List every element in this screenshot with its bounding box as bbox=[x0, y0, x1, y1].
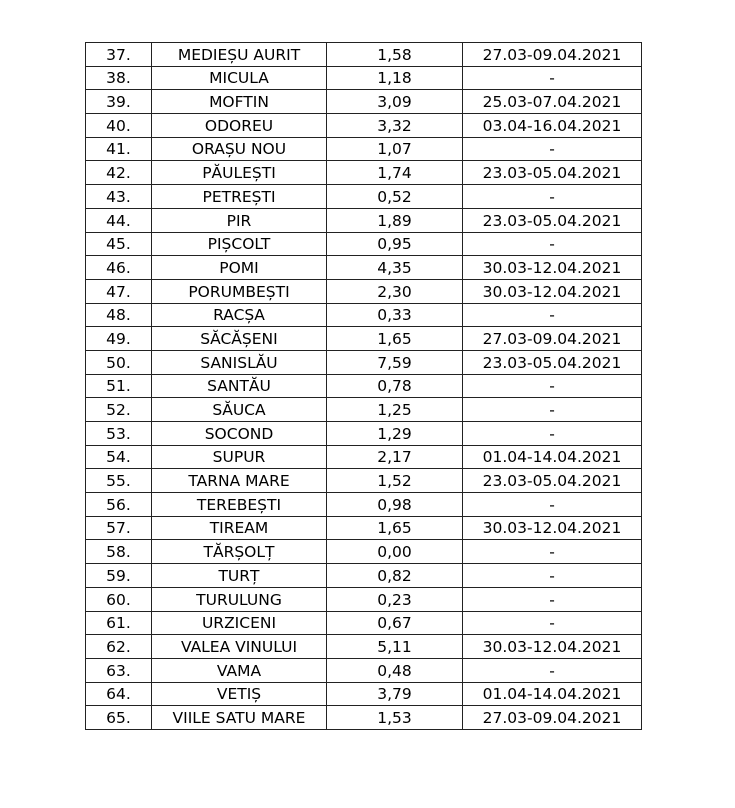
table-body bbox=[86, 43, 642, 730]
table-row bbox=[86, 279, 642, 303]
period-cell: - bbox=[463, 422, 642, 446]
incidence-rate-cell: 1,07 bbox=[327, 137, 463, 161]
period-cell: - bbox=[463, 137, 642, 161]
period-cell: 30.03-12.04.2021 bbox=[463, 256, 642, 280]
incidence-rate-cell: 0,00 bbox=[327, 540, 463, 564]
period-cell: 23.03-05.04.2021 bbox=[463, 469, 642, 493]
table-row bbox=[86, 208, 642, 232]
row-number-cell: 63. bbox=[86, 658, 152, 682]
table-row bbox=[86, 516, 642, 540]
incidence-rate-cell: 0,33 bbox=[327, 303, 463, 327]
row-number-cell: 56. bbox=[86, 493, 152, 517]
table-row bbox=[86, 232, 642, 256]
locality-name-cell: VAMA bbox=[152, 658, 327, 682]
table-row bbox=[86, 469, 642, 493]
row-number-cell: 48. bbox=[86, 303, 152, 327]
row-number-cell: 62. bbox=[86, 635, 152, 659]
row-number-cell: 52. bbox=[86, 398, 152, 422]
locality-name-cell: MICULA bbox=[152, 66, 327, 90]
row-number-cell: 42. bbox=[86, 161, 152, 185]
table-row bbox=[86, 66, 642, 90]
incidence-rate-cell: 1,74 bbox=[327, 161, 463, 185]
period-cell: 23.03-05.04.2021 bbox=[463, 208, 642, 232]
table-row bbox=[86, 445, 642, 469]
incidence-rate-cell: 2,30 bbox=[327, 279, 463, 303]
row-number-cell: 55. bbox=[86, 469, 152, 493]
incidence-rate-cell: 1,18 bbox=[327, 66, 463, 90]
period-cell: - bbox=[463, 564, 642, 588]
locality-name-cell: VIILE SATU MARE bbox=[152, 706, 327, 730]
row-number-cell: 64. bbox=[86, 682, 152, 706]
locality-name-cell: PETREȘTI bbox=[152, 185, 327, 209]
period-cell: 01.04-14.04.2021 bbox=[463, 682, 642, 706]
row-number-cell: 37. bbox=[86, 43, 152, 67]
locality-name-cell: SANTĂU bbox=[152, 374, 327, 398]
locality-name-cell: RACȘA bbox=[152, 303, 327, 327]
period-cell: 25.03-07.04.2021 bbox=[463, 90, 642, 114]
locality-name-cell: SĂUCA bbox=[152, 398, 327, 422]
incidence-rate-cell: 0,67 bbox=[327, 611, 463, 635]
table-row bbox=[86, 256, 642, 280]
locality-name-cell: TURULUNG bbox=[152, 587, 327, 611]
table-row bbox=[86, 658, 642, 682]
incidence-rate-cell: 0,95 bbox=[327, 232, 463, 256]
period-cell: - bbox=[463, 540, 642, 564]
period-cell: - bbox=[463, 374, 642, 398]
incidence-rate-cell: 7,59 bbox=[327, 350, 463, 374]
locality-name-cell: VETIȘ bbox=[152, 682, 327, 706]
locality-name-cell: PĂULEȘTI bbox=[152, 161, 327, 185]
table-row bbox=[86, 185, 642, 209]
table-row bbox=[86, 493, 642, 517]
row-number-cell: 58. bbox=[86, 540, 152, 564]
period-cell: 27.03-09.04.2021 bbox=[463, 43, 642, 67]
incidence-rate-cell: 1,25 bbox=[327, 398, 463, 422]
table-row bbox=[86, 43, 642, 67]
table-row bbox=[86, 587, 642, 611]
row-number-cell: 53. bbox=[86, 422, 152, 446]
localities-table bbox=[85, 42, 642, 730]
locality-name-cell: MEDIEȘU AURIT bbox=[152, 43, 327, 67]
incidence-rate-cell: 0,98 bbox=[327, 493, 463, 517]
row-number-cell: 39. bbox=[86, 90, 152, 114]
row-number-cell: 46. bbox=[86, 256, 152, 280]
locality-name-cell: URZICENI bbox=[152, 611, 327, 635]
row-number-cell: 40. bbox=[86, 114, 152, 138]
period-cell: - bbox=[463, 66, 642, 90]
locality-name-cell: TEREBEȘTI bbox=[152, 493, 327, 517]
table-row bbox=[86, 350, 642, 374]
period-cell: - bbox=[463, 303, 642, 327]
period-cell: - bbox=[463, 587, 642, 611]
incidence-rate-cell: 1,65 bbox=[327, 516, 463, 540]
row-number-cell: 41. bbox=[86, 137, 152, 161]
row-number-cell: 60. bbox=[86, 587, 152, 611]
table-row bbox=[86, 114, 642, 138]
incidence-rate-cell: 0,78 bbox=[327, 374, 463, 398]
locality-name-cell: PIR bbox=[152, 208, 327, 232]
period-cell: - bbox=[463, 658, 642, 682]
incidence-rate-cell: 0,23 bbox=[327, 587, 463, 611]
locality-name-cell: PORUMBEȘTI bbox=[152, 279, 327, 303]
table-row bbox=[86, 564, 642, 588]
table-row bbox=[86, 635, 642, 659]
period-cell: - bbox=[463, 232, 642, 256]
row-number-cell: 61. bbox=[86, 611, 152, 635]
incidence-rate-cell: 1,29 bbox=[327, 422, 463, 446]
row-number-cell: 43. bbox=[86, 185, 152, 209]
locality-name-cell: PIȘCOLT bbox=[152, 232, 327, 256]
table-row bbox=[86, 706, 642, 730]
period-cell: 01.04-14.04.2021 bbox=[463, 445, 642, 469]
row-number-cell: 38. bbox=[86, 66, 152, 90]
locality-name-cell: TĂRȘOLȚ bbox=[152, 540, 327, 564]
locality-name-cell: SANISLĂU bbox=[152, 350, 327, 374]
incidence-rate-cell: 0,82 bbox=[327, 564, 463, 588]
table-row bbox=[86, 611, 642, 635]
locality-name-cell: SUPUR bbox=[152, 445, 327, 469]
incidence-rate-cell: 1,58 bbox=[327, 43, 463, 67]
period-cell: 23.03-05.04.2021 bbox=[463, 161, 642, 185]
incidence-rate-cell: 1,52 bbox=[327, 469, 463, 493]
incidence-rate-cell: 5,11 bbox=[327, 635, 463, 659]
table-row bbox=[86, 161, 642, 185]
incidence-rate-cell: 1,65 bbox=[327, 327, 463, 351]
period-cell: - bbox=[463, 185, 642, 209]
table-row bbox=[86, 327, 642, 351]
table-row bbox=[86, 682, 642, 706]
locality-name-cell: SĂCĂȘENI bbox=[152, 327, 327, 351]
locality-name-cell: POMI bbox=[152, 256, 327, 280]
row-number-cell: 49. bbox=[86, 327, 152, 351]
period-cell: 27.03-09.04.2021 bbox=[463, 327, 642, 351]
period-cell: 30.03-12.04.2021 bbox=[463, 635, 642, 659]
row-number-cell: 44. bbox=[86, 208, 152, 232]
incidence-rate-cell: 0,52 bbox=[327, 185, 463, 209]
locality-name-cell: TURȚ bbox=[152, 564, 327, 588]
locality-name-cell: TARNA MARE bbox=[152, 469, 327, 493]
period-cell: - bbox=[463, 493, 642, 517]
table-row bbox=[86, 90, 642, 114]
locality-name-cell: VALEA VINULUI bbox=[152, 635, 327, 659]
locality-name-cell: SOCOND bbox=[152, 422, 327, 446]
row-number-cell: 54. bbox=[86, 445, 152, 469]
period-cell: 23.03-05.04.2021 bbox=[463, 350, 642, 374]
incidence-rate-cell: 1,89 bbox=[327, 208, 463, 232]
period-cell: 30.03-12.04.2021 bbox=[463, 279, 642, 303]
period-cell: 03.04-16.04.2021 bbox=[463, 114, 642, 138]
table-row bbox=[86, 374, 642, 398]
table-row bbox=[86, 398, 642, 422]
incidence-rate-cell: 2,17 bbox=[327, 445, 463, 469]
table-row bbox=[86, 303, 642, 327]
incidence-rate-cell: 0,48 bbox=[327, 658, 463, 682]
table-row bbox=[86, 422, 642, 446]
incidence-rate-cell: 3,32 bbox=[327, 114, 463, 138]
row-number-cell: 47. bbox=[86, 279, 152, 303]
locality-name-cell: ORAȘU NOU bbox=[152, 137, 327, 161]
row-number-cell: 65. bbox=[86, 706, 152, 730]
incidence-rate-cell: 3,09 bbox=[327, 90, 463, 114]
locality-name-cell: ODOREU bbox=[152, 114, 327, 138]
period-cell: - bbox=[463, 611, 642, 635]
incidence-rate-cell: 4,35 bbox=[327, 256, 463, 280]
row-number-cell: 45. bbox=[86, 232, 152, 256]
row-number-cell: 59. bbox=[86, 564, 152, 588]
row-number-cell: 50. bbox=[86, 350, 152, 374]
incidence-rate-cell: 3,79 bbox=[327, 682, 463, 706]
locality-name-cell: TIREAM bbox=[152, 516, 327, 540]
table-row bbox=[86, 137, 642, 161]
row-number-cell: 51. bbox=[86, 374, 152, 398]
incidence-rate-cell: 1,53 bbox=[327, 706, 463, 730]
period-cell: 30.03-12.04.2021 bbox=[463, 516, 642, 540]
table-row bbox=[86, 540, 642, 564]
period-cell: - bbox=[463, 398, 642, 422]
locality-name-cell: MOFTIN bbox=[152, 90, 327, 114]
row-number-cell: 57. bbox=[86, 516, 152, 540]
period-cell: 27.03-09.04.2021 bbox=[463, 706, 642, 730]
